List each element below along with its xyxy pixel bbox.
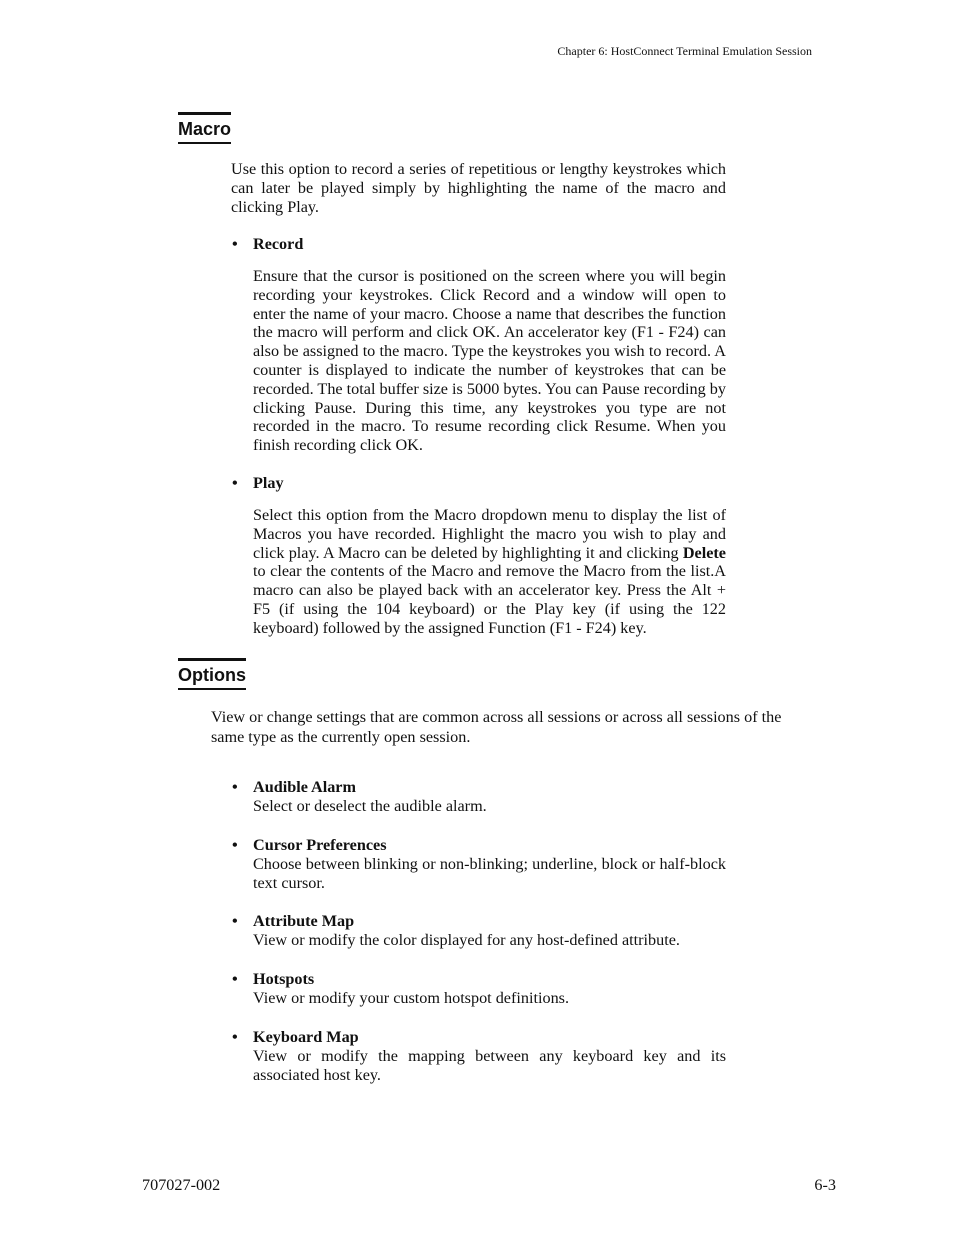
option-item-audible-alarm: [232, 778, 726, 816]
options-intro-paragraph: View or change settings that are common across all sessions or across all sessions of the same type as the currently open session.: [211, 708, 782, 746]
bullet-glyph: •: [232, 1028, 238, 1046]
option-item-attribute-map: [232, 912, 726, 950]
play-description: [253, 506, 726, 638]
option-title: Audible Alarm: [253, 778, 356, 796]
option-item-keyboard-map: [232, 1028, 726, 1084]
footer-document-number: 707027-002: [142, 1176, 221, 1194]
bullet-glyph: •: [232, 912, 238, 930]
record-description: Ensure that the cursor is positioned on the screen where you will begin recording your keystrokes. Click Record and a window will open to enter the name of your macro. Choose a name that describes the function the macro will perform and click OK. An accelerator key (F1 - F24) can also be assigned to the macro. Type the keystrokes you wish to record. A counter is displayed to indicate the number of keystrokes that can be recorded. The total buffer size is 5000 bytes. You can Pause recording by clicking Pause. During this time, any keystrokes you type are not recorded in the macro. To resume recording click Resume. When you finish recording click OK.: [253, 267, 726, 455]
bullet-glyph: •: [232, 778, 238, 796]
macro-intro-paragraph: Use this option to record a series of repetitious or lengthy keystrokes which can later be played simply by highlighting the name of the macro and clicking Play.: [231, 160, 726, 216]
option-item-hotspots: [232, 970, 726, 1008]
section-heading-options: Options: [178, 658, 246, 690]
bullet-glyph: •: [232, 970, 238, 988]
option-title: Hotspots: [253, 970, 315, 988]
record-title: Record: [253, 235, 304, 253]
footer-page-number: 6-3: [814, 1176, 836, 1194]
section-heading-macro: Macro: [178, 112, 231, 144]
option-description: View or modify the mapping between any keyboard key and its associated host key.: [253, 1046, 726, 1084]
bullet-item-record: [232, 235, 303, 254]
bullet-glyph: •: [232, 836, 238, 854]
play-title: Play: [253, 474, 284, 492]
bullet-glyph: •: [232, 235, 238, 253]
delete-keyword: Delete: [682, 543, 726, 562]
option-description: Select or deselect the audible alarm.: [253, 796, 487, 815]
play-description-part-1: Select this option from the Macro dropdown menu to display the list of Macros you have recorded. Highlight the macro you wish to play and click play. A Macro can be deleted by highlighting it and clicking: [253, 506, 726, 562]
option-description: Choose between blinking or non-blinking; underline, block or half-block text cursor.: [253, 854, 726, 892]
play-description-part-2: to clear the contents of the Macro and remove the Macro from the list.A macro can also be played back with an accelerator key. Press the Alt + F5 (if using the 104 keyboard) or the Play key (if using the 122 keyboard) followed by the assigned Function (F1 - F24) key.: [253, 562, 726, 637]
option-title: Keyboard Map: [253, 1028, 359, 1046]
option-description: View or modify the color displayed for any host-defined attribute.: [253, 930, 680, 949]
bullet-item-play: [232, 474, 284, 493]
bullet-glyph: •: [232, 474, 238, 492]
option-title: Cursor Preferences: [253, 836, 387, 854]
running-header: Chapter 6: HostConnect Terminal Emulation Session: [557, 44, 812, 58]
option-description: View or modify your custom hotspot definitions.: [253, 988, 570, 1007]
option-title: Attribute Map: [253, 912, 355, 930]
option-item-cursor-preferences: [232, 836, 726, 892]
